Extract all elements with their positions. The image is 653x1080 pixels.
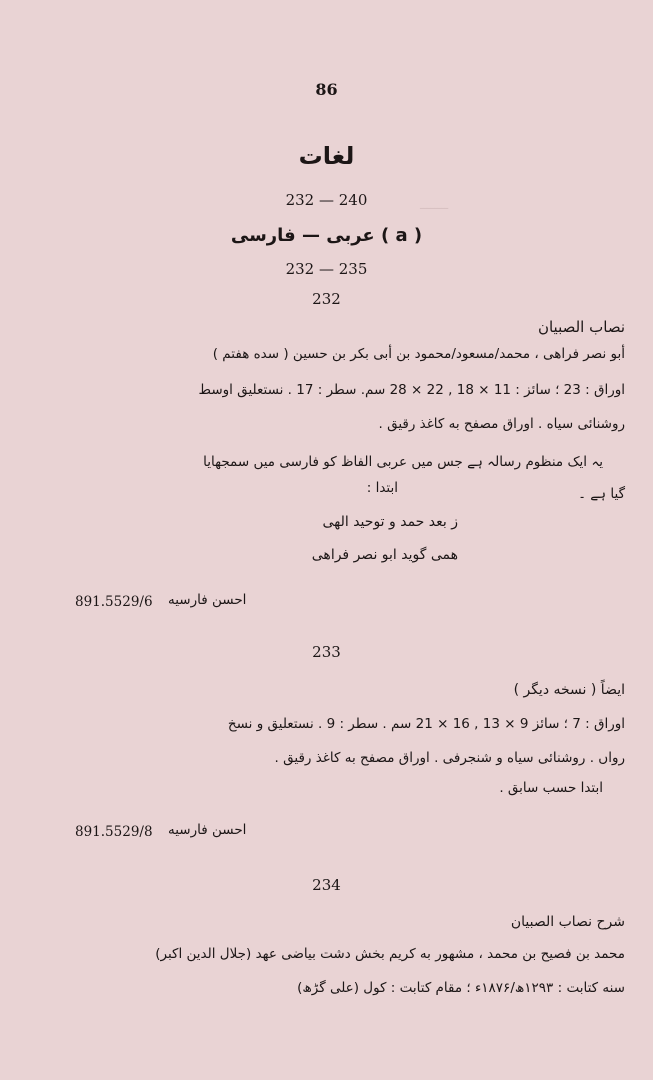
range-sub: 235 — 232 [285, 260, 368, 278]
shelf-label: احسن فارسیه [168, 822, 247, 838]
entry-details-line2: روشنائی سیاه . اوراق مصفح به کاغذ رقیق . [378, 416, 625, 432]
entry-description-line1: یہ ایک منظوم رسالہ ہے جس میں عربی الفاظ کو فارسی میں سمجھایا [203, 454, 603, 470]
entry-number: 232 [312, 290, 341, 308]
entry-number: 234 [312, 876, 341, 894]
entry-description-line2: گیا ہے ۔ [578, 486, 625, 502]
entry-details-line2: رواں . روشنائی سیاه و شنجرفی . اوراق مصفح به کاغذ رقیق . [274, 750, 625, 766]
range-main: 240 — 232 [285, 191, 368, 209]
subheading: ( a ) عربی — فارسی [230, 225, 423, 246]
entry-title: شرح نصاب الصبیان [510, 914, 625, 930]
shelf-number: 891.5529/8 [75, 824, 153, 840]
verse-line: ز بعد حمد و توحید الهی [322, 514, 458, 530]
entry-author: أبو نصر فراهی ، محمد/مسعود/محمود بن أبی بکر بن حسین ( سده هفتم ) [212, 346, 625, 362]
entry-details-line1: اوراق : 23 ؛ سائز : 11 × 18 , 22 × 28 سم. سطر : 17 . نستعلیق اوسط [198, 382, 625, 398]
entry-scribal-info: سنه کتابت : ۱۲۹۳ھ/۱۸۷۶ء ؛ مقام کتابت : کول (علی گڑھ) [297, 980, 625, 996]
entry-number: 233 [312, 643, 341, 661]
entry-title: نصاب الصبیان [537, 318, 625, 336]
bleed-through-text: ــــــــ [420, 198, 449, 212]
incipit-label: ابتدا : [366, 480, 398, 496]
entry-author: محمد بن فصیح بن محمد ، مشهور به کریم بخش دشت بیاضی عهد (جلال الدین اکبر) [155, 946, 625, 962]
shelf-label: احسن فارسیه [168, 592, 247, 608]
entry-incipit: ابتدا حسب سابق . [499, 780, 603, 796]
entry-title: ایضاً ( نسخه دیگر ) [513, 682, 625, 698]
section-title: لغات [298, 142, 355, 170]
verse-line: همی گوید ابو نصر فراهی [311, 547, 458, 563]
page-number: 86 [315, 80, 338, 99]
entry-details-line1: اوراق : 7 ؛ سائز 9 × 13 , 16 × 21 سم . سطر : 9 . نستعلیق و نسخ [227, 716, 625, 732]
shelf-number: 891.5529/6 [75, 594, 153, 610]
